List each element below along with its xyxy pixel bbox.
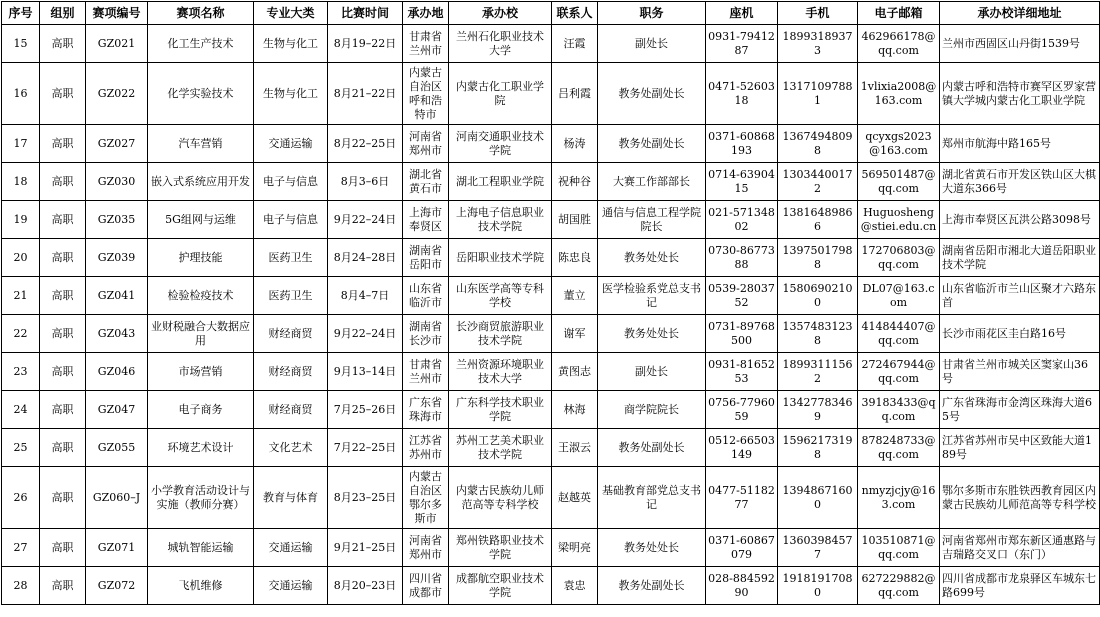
table-cell: GZ055 <box>86 429 148 467</box>
table-cell: nmyzjcjy@163.com <box>858 467 940 529</box>
table-cell: 教务处副处长 <box>598 63 706 125</box>
column-header: 序号 <box>2 2 40 25</box>
table-cell: 9月22–24日 <box>328 315 403 353</box>
table-cell: 9月22–24日 <box>328 201 403 239</box>
table-cell: 内蒙古呼和浩特市赛罕区罗家营镇大学城内蒙古化工职业学院 <box>940 63 1100 125</box>
table-cell: 谢军 <box>552 315 598 353</box>
table-cell: 高职 <box>40 353 86 391</box>
table-cell: 教务处处长 <box>598 315 706 353</box>
table-cell: 0931-8165253 <box>706 353 778 391</box>
table-row <box>2 239 1100 277</box>
table-cell: 8月22–25日 <box>328 125 403 163</box>
table-cell: 河南交通职业技术学院 <box>449 125 552 163</box>
table-cell: 汪霞 <box>552 25 598 63</box>
table-cell: 成都航空职业技术学院 <box>449 567 552 605</box>
table-row <box>2 201 1100 239</box>
table-cell: 飞机维修 <box>148 567 254 605</box>
table-cell: 河南省郑州市郑东新区通惠路与吉瑞路交叉口（东门） <box>940 529 1100 567</box>
table-cell: 高职 <box>40 163 86 201</box>
table-cell: GZ022 <box>86 63 148 125</box>
table-cell: 15806902100 <box>778 277 858 315</box>
table-cell: 13034400172 <box>778 163 858 201</box>
table-cell: 财经商贸 <box>254 391 328 429</box>
table-cell: 广东科学技术职业学院 <box>449 391 552 429</box>
table-cell: 文化艺术 <box>254 429 328 467</box>
table-cell: GZ021 <box>86 25 148 63</box>
table-cell: 检验检疫技术 <box>148 277 254 315</box>
column-header: 赛项名称 <box>148 2 254 25</box>
table-cell: 19181917080 <box>778 567 858 605</box>
table-cell: 梁明亮 <box>552 529 598 567</box>
table-cell: 副处长 <box>598 353 706 391</box>
table-cell: 郑州铁路职业技术学院 <box>449 529 552 567</box>
table-cell: 高职 <box>40 239 86 277</box>
table-cell: GZ035 <box>86 201 148 239</box>
table-cell: GZ071 <box>86 529 148 567</box>
table-cell: 电子与信息 <box>254 163 328 201</box>
table-cell: 18 <box>2 163 40 201</box>
table-cell: 569501487@qq.com <box>858 163 940 201</box>
table-cell: 0931-7941287 <box>706 25 778 63</box>
table-cell: 化学实验技术 <box>148 63 254 125</box>
table-cell: Huguosheng@stiei.edu.cn <box>858 201 940 239</box>
table-cell: 内蒙古化工职业学院 <box>449 63 552 125</box>
table-cell: 王淑云 <box>552 429 598 467</box>
table-cell: 高职 <box>40 63 86 125</box>
table-cell: 嵌入式系统应用开发 <box>148 163 254 201</box>
table-cell: 副处长 <box>598 25 706 63</box>
table-cell: 交通运输 <box>254 567 328 605</box>
table-row <box>2 125 1100 163</box>
table-cell: 湖北工程职业学院 <box>449 163 552 201</box>
table-cell: 13427783469 <box>778 391 858 429</box>
table-cell: 江苏省苏州市 <box>403 429 449 467</box>
table-cell: 28 <box>2 567 40 605</box>
table-cell: 高职 <box>40 467 86 529</box>
table-cell: 8月20–23日 <box>328 567 403 605</box>
table-cell: 大赛工作部部长 <box>598 163 706 201</box>
table-cell: 四川省成都市龙泉驿区车城东七路699号 <box>940 567 1100 605</box>
table-cell: 兰州市西固区山丹街1539号 <box>940 25 1100 63</box>
table-cell: 高职 <box>40 529 86 567</box>
table-cell: 23 <box>2 353 40 391</box>
table-cell: 0477-5118277 <box>706 467 778 529</box>
table-cell: 教务处副处长 <box>598 567 706 605</box>
table-cell: 教务处副处长 <box>598 429 706 467</box>
table-cell: 627229882@qq.com <box>858 567 940 605</box>
table-cell: GZ039 <box>86 239 148 277</box>
table-cell: 湖北省黄石市 <box>403 163 449 201</box>
table-cell: 河南省郑州市 <box>403 529 449 567</box>
table-cell: 0471-5260318 <box>706 63 778 125</box>
table-cell: 22 <box>2 315 40 353</box>
table-cell: 26 <box>2 467 40 529</box>
table-cell: 25 <box>2 429 40 467</box>
table-cell: 甘肃省兰州市 <box>403 353 449 391</box>
table-cell: 商学院院长 <box>598 391 706 429</box>
table-cell: 长沙商贸旅游职业技术学院 <box>449 315 552 353</box>
table-cell: 272467944@qq.com <box>858 353 940 391</box>
column-header: 赛项编号 <box>86 2 148 25</box>
column-header: 职务 <box>598 2 706 25</box>
table-cell: 上海市奉贤区 <box>403 201 449 239</box>
table-row <box>2 25 1100 63</box>
table-cell: 教务处处长 <box>598 239 706 277</box>
table-cell: 0730-8677388 <box>706 239 778 277</box>
column-header: 承办地 <box>403 2 449 25</box>
column-header: 承办校详细地址 <box>940 2 1100 25</box>
column-header: 联系人 <box>552 2 598 25</box>
table-cell: 财经商贸 <box>254 315 328 353</box>
table-cell: GZ060–J <box>86 467 148 529</box>
table-cell: 高职 <box>40 315 86 353</box>
column-header: 专业大类 <box>254 2 328 25</box>
table-cell: 13603984577 <box>778 529 858 567</box>
table-cell: 董立 <box>552 277 598 315</box>
table-cell: 鄂尔多斯市东胜铁西教育园区内蒙古民族幼儿师范高等专科学校 <box>940 467 1100 529</box>
table-cell: 27 <box>2 529 40 567</box>
table-cell: 内蒙古自治区呼和浩特市 <box>403 63 449 125</box>
table-cell: 化工生产技术 <box>148 25 254 63</box>
table-cell: 19 <box>2 201 40 239</box>
table-row <box>2 353 1100 391</box>
table-cell: 河南省郑州市 <box>403 125 449 163</box>
table-cell: 20 <box>2 239 40 277</box>
table-cell: 13948671600 <box>778 467 858 529</box>
table-cell: 郑州市航海中路165号 <box>940 125 1100 163</box>
table-cell: 103510871@qq.com <box>858 529 940 567</box>
table-cell: 兰州资源环境职业技术大学 <box>449 353 552 391</box>
table-cell: 小学教育活动设计与实施（教师分赛） <box>148 467 254 529</box>
table-cell: GZ027 <box>86 125 148 163</box>
column-header: 电子邮箱 <box>858 2 940 25</box>
table-cell: 山东省临沂市 <box>403 277 449 315</box>
table-cell: 021-57134802 <box>706 201 778 239</box>
table-cell: 18993189373 <box>778 25 858 63</box>
table-cell: 15 <box>2 25 40 63</box>
column-header: 组别 <box>40 2 86 25</box>
table-cell: 13816489866 <box>778 201 858 239</box>
table-cell: 8月3–6日 <box>328 163 403 201</box>
table-cell: 13574831238 <box>778 315 858 353</box>
table-cell: 山东医学高等专科学校 <box>449 277 552 315</box>
table-cell: 8月4–7日 <box>328 277 403 315</box>
table-row <box>2 429 1100 467</box>
table-cell: 上海电子信息职业技术学院 <box>449 201 552 239</box>
table-cell: 0756-7796059 <box>706 391 778 429</box>
table-cell: 414844407@qq.com <box>858 315 940 353</box>
table-cell: 7月25–26日 <box>328 391 403 429</box>
table-cell: 9月13–14日 <box>328 353 403 391</box>
table-cell: 业财税融合大数据应用 <box>148 315 254 353</box>
table-cell: 高职 <box>40 25 86 63</box>
table-cell: 苏州工艺美术职业技术学院 <box>449 429 552 467</box>
table-cell: GZ072 <box>86 567 148 605</box>
table-cell: 0371-60868193 <box>706 125 778 163</box>
table-cell: 17 <box>2 125 40 163</box>
table-cell: 0371-60867079 <box>706 529 778 567</box>
table-cell: 高职 <box>40 391 86 429</box>
table-cell: DL07@163.com <box>858 277 940 315</box>
table-cell: 四川省成都市 <box>403 567 449 605</box>
table-cell: 16 <box>2 63 40 125</box>
table-cell: 教务处副处长 <box>598 125 706 163</box>
table-cell: 8月19–22日 <box>328 25 403 63</box>
table-cell: 9月21–25日 <box>328 529 403 567</box>
table-cell: 8月23–25日 <box>328 467 403 529</box>
table-cell: 杨涛 <box>552 125 598 163</box>
table-cell: 21 <box>2 277 40 315</box>
table-row <box>2 63 1100 125</box>
table-cell: 462966178@qq.com <box>858 25 940 63</box>
table-cell: 高职 <box>40 201 86 239</box>
table-cell: 8月21–22日 <box>328 63 403 125</box>
table-cell: 市场营销 <box>148 353 254 391</box>
table-cell: 医学检验系党总支书记 <box>598 277 706 315</box>
table-cell: 7月22–25日 <box>328 429 403 467</box>
table-cell: 39183433@qq.com <box>858 391 940 429</box>
table-cell: 湖北省黄石市开发区铁山区大棋大道东366号 <box>940 163 1100 201</box>
table-cell: 吕利霞 <box>552 63 598 125</box>
table-cell: 医药卫生 <box>254 277 328 315</box>
table-cell: 湖南省岳阳市 <box>403 239 449 277</box>
table-cell: 1vlixia2008@163.com <box>858 63 940 125</box>
table-cell: 高职 <box>40 567 86 605</box>
table-cell: 湖南省长沙市 <box>403 315 449 353</box>
contest-table <box>1 1 1100 605</box>
table-cell: 财经商贸 <box>254 353 328 391</box>
table-cell: 广东省珠海市金湾区珠海大道65号 <box>940 391 1100 429</box>
table-cell: 岳阳职业技术学院 <box>449 239 552 277</box>
table-cell: 15962173198 <box>778 429 858 467</box>
table-cell: GZ030 <box>86 163 148 201</box>
table-row <box>2 467 1100 529</box>
table-cell: 胡国胜 <box>552 201 598 239</box>
table-cell: GZ046 <box>86 353 148 391</box>
table-cell: 电子商务 <box>148 391 254 429</box>
table-cell: 高职 <box>40 277 86 315</box>
table-cell: GZ047 <box>86 391 148 429</box>
table-cell: GZ043 <box>86 315 148 353</box>
table-cell: 24 <box>2 391 40 429</box>
table-row <box>2 277 1100 315</box>
table-cell: qcyxgs2023@163.com <box>858 125 940 163</box>
table-cell: 江苏省苏州市吴中区致能大道189号 <box>940 429 1100 467</box>
table-cell: 0539-2803752 <box>706 277 778 315</box>
table-header-row <box>2 2 1100 25</box>
table-cell: 内蒙古民族幼儿师范高等专科学校 <box>449 467 552 529</box>
table-cell: 13674948098 <box>778 125 858 163</box>
table-cell: 广东省珠海市 <box>403 391 449 429</box>
table-cell: 湖南省岳阳市湘北大道岳阳职业技术学院 <box>940 239 1100 277</box>
table-cell: 兰州石化职业技术大学 <box>449 25 552 63</box>
column-header: 比赛时间 <box>328 2 403 25</box>
table-cell: 环境艺术设计 <box>148 429 254 467</box>
column-header: 座机 <box>706 2 778 25</box>
table-cell: 上海市奉贤区瓦洪公路3098号 <box>940 201 1100 239</box>
table-cell: 电子与信息 <box>254 201 328 239</box>
table-cell: 0512-66503149 <box>706 429 778 467</box>
table-cell: 黄图志 <box>552 353 598 391</box>
table-cell: 教务处处长 <box>598 529 706 567</box>
table-cell: 山东省临沂市兰山区聚才六路东首 <box>940 277 1100 315</box>
table-row <box>2 567 1100 605</box>
table-cell: 高职 <box>40 125 86 163</box>
table-cell: 生物与化工 <box>254 25 328 63</box>
table-cell: 8月24–28日 <box>328 239 403 277</box>
table-cell: 18993111562 <box>778 353 858 391</box>
table-cell: 医药卫生 <box>254 239 328 277</box>
table-cell: 5G组网与运维 <box>148 201 254 239</box>
table-cell: 林海 <box>552 391 598 429</box>
table-cell: 长沙市雨花区圭白路16号 <box>940 315 1100 353</box>
table-cell: 028-88459290 <box>706 567 778 605</box>
table-cell: GZ041 <box>86 277 148 315</box>
table-cell: 高职 <box>40 429 86 467</box>
table-cell: 赵越英 <box>552 467 598 529</box>
table-cell: 13975017988 <box>778 239 858 277</box>
table-cell: 城轨智能运输 <box>148 529 254 567</box>
table-cell: 甘肃省兰州市城关区窦家山36号 <box>940 353 1100 391</box>
column-header: 手机 <box>778 2 858 25</box>
table-cell: 基础教育部党总支书记 <box>598 467 706 529</box>
table-cell: 0731-89768500 <box>706 315 778 353</box>
table-cell: 878248733@qq.com <box>858 429 940 467</box>
table-cell: 护理技能 <box>148 239 254 277</box>
table-cell: 通信与信息工程学院院长 <box>598 201 706 239</box>
table-row <box>2 391 1100 429</box>
table-cell: 172706803@qq.com <box>858 239 940 277</box>
table-row <box>2 163 1100 201</box>
table-cell: 交通运输 <box>254 529 328 567</box>
table-cell: 陈忠良 <box>552 239 598 277</box>
table-cell: 13171097881 <box>778 63 858 125</box>
table-cell: 教育与体育 <box>254 467 328 529</box>
table-cell: 袁忠 <box>552 567 598 605</box>
table-row <box>2 315 1100 353</box>
table-cell: 生物与化工 <box>254 63 328 125</box>
table-cell: 汽车营销 <box>148 125 254 163</box>
table-cell: 祝种谷 <box>552 163 598 201</box>
table-cell: 甘肃省兰州市 <box>403 25 449 63</box>
table-cell: 交通运输 <box>254 125 328 163</box>
table-cell: 内蒙古自治区鄂尔多斯市 <box>403 467 449 529</box>
column-header: 承办校 <box>449 2 552 25</box>
table-cell: 0714-6390415 <box>706 163 778 201</box>
table-row <box>2 529 1100 567</box>
